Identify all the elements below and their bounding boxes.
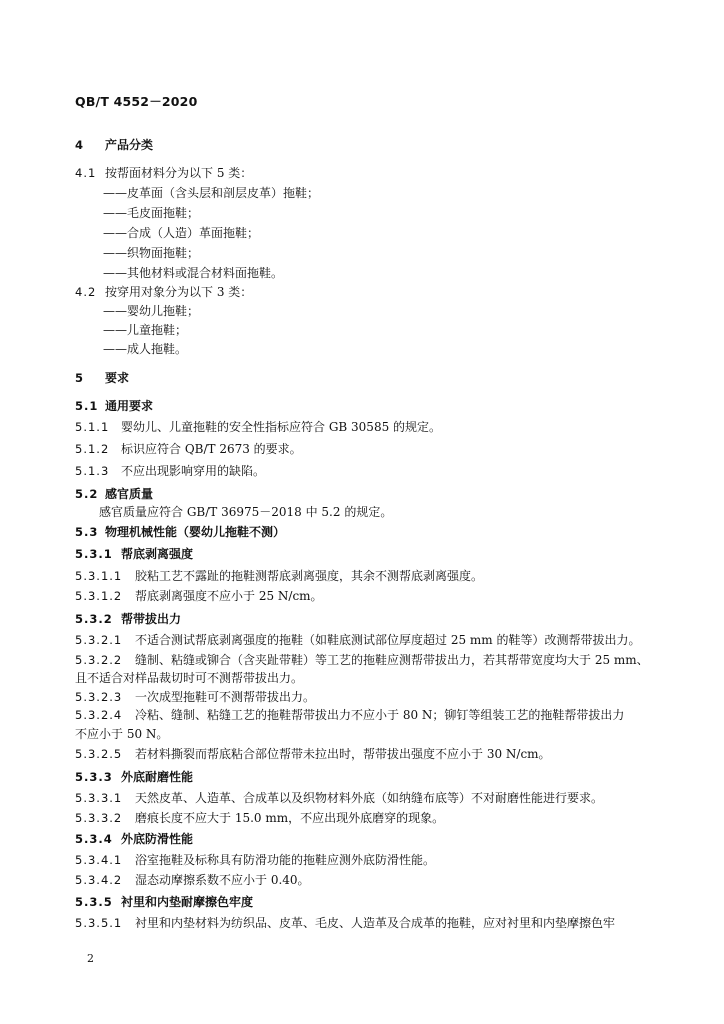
list-item: ——皮革面（含头层和剖层皮革）拖鞋；: [103, 186, 320, 200]
clause: 5.3.4.1 浴室拖鞋及标称具有防滑功能的拖鞋应测外底防滑性能。: [75, 853, 436, 867]
clause: 5.1.1 婴幼儿、儿童拖鞋的安全性指标应符合 GB 30585 的规定。: [75, 420, 442, 434]
clause: 5.3.3.1 天然皮革、人造革、合成革以及织物材料外底（如纳缝布底等）不对耐磨性能进行要求。: [75, 791, 604, 805]
list-item: ——成人拖鞋。: [103, 342, 188, 356]
clause: 5.3.2.3 一次成型拖鞋可不测帮带拔出力。: [75, 690, 316, 704]
subsection-heading: 5.3.1 帮底剥离强度: [75, 547, 194, 561]
clause: 5.3.2.4 冷粘、缝制、粘缝工艺的拖鞋帮带拔出力不应小于 80 N；铆钉等组装工艺的拖鞋帮带拔出力: [75, 708, 625, 722]
list-item: ——婴幼儿拖鞋；: [103, 304, 200, 318]
paragraph: 感官质量应符合 GB/T 36975－2018 中 5.2 的规定。: [99, 505, 393, 519]
list-item: ——织物面拖鞋；: [103, 246, 200, 260]
subsection-heading: 5.3.3 外底耐磨性能: [75, 770, 194, 784]
clause: 4.2 按穿用对象分为以下 3 类：: [75, 285, 253, 299]
list-item: ——儿童拖鞋；: [103, 323, 188, 337]
subsection-heading: 5.2 感官质量: [75, 487, 154, 501]
clause: 5.3.4.2 湿态动摩擦系数不应小于 0.40。: [75, 873, 310, 887]
clause: 4.1 按帮面材料分为以下 5 类：: [75, 166, 253, 180]
subsection-heading: 5.3.2 帮带拔出力: [75, 612, 182, 626]
list-item: ——合成（人造）革面拖鞋；: [103, 226, 260, 240]
clause-continuation: 且不适合对样品裁切时可不测帮带拔出力。: [75, 671, 304, 685]
section-heading: 4 产品分类: [75, 138, 154, 152]
page-number: 2: [87, 952, 94, 965]
subsection-heading: 5.3.5 衬里和内垫耐摩擦色牢度: [75, 895, 254, 909]
clause: 5.3.2.5 若材料撕裂而帮底粘合部位帮带未拉出时，帮带拔出强度不应小于 30 N/cm。: [75, 747, 551, 761]
clause: 5.3.2.1 不适合测试帮底剥离强度的拖鞋（如鞋底测试部位厚度超过 25 mm 的鞋等）改测帮带拔出力。: [75, 633, 641, 647]
clause: 5.3.1.1 胶粘工艺不露趾的拖鞋测帮底剥离强度，其余不测帮底剥离强度。: [75, 569, 484, 583]
clause: 5.3.3.2 磨痕长度不应大于 15.0 mm，不应出现外底磨穿的现象。: [75, 811, 445, 825]
section-heading: 5 要求: [75, 371, 130, 385]
clause-continuation: 不应小于 50 N。: [75, 727, 169, 741]
clause: 5.1.3 不应出现影响穿用的缺陷。: [75, 464, 266, 478]
clause: 5.3.1.2 帮底剥离强度不应小于 25 N/cm。: [75, 589, 323, 603]
clause: 5.1.2 标识应符合 QB/T 2673 的要求。: [75, 442, 302, 456]
document-header: QB/T 4552－2020: [75, 94, 198, 109]
subsection-heading: 5.3.4 外底防滑性能: [75, 832, 194, 846]
subsection-heading: 5.1 通用要求: [75, 399, 154, 413]
list-item: ——毛皮面拖鞋；: [103, 206, 200, 220]
clause: 5.3.5.1 衬里和内垫材料为纺织品、皮革、毛皮、人造革及合成革的拖鞋，应对衬里和内垫摩擦色牢: [75, 916, 616, 930]
subsection-heading: 5.3 物理机械性能（婴幼儿拖鞋不测）: [75, 525, 286, 539]
list-item: ——其他材料或混合材料面拖鞋。: [103, 266, 284, 280]
clause: 5.3.2.2 缝制、粘缝或铆合（含夹趾带鞋）等工艺的拖鞋应测帮带拔出力，若其帮带宽度均大于 25 mm、: [75, 653, 649, 667]
